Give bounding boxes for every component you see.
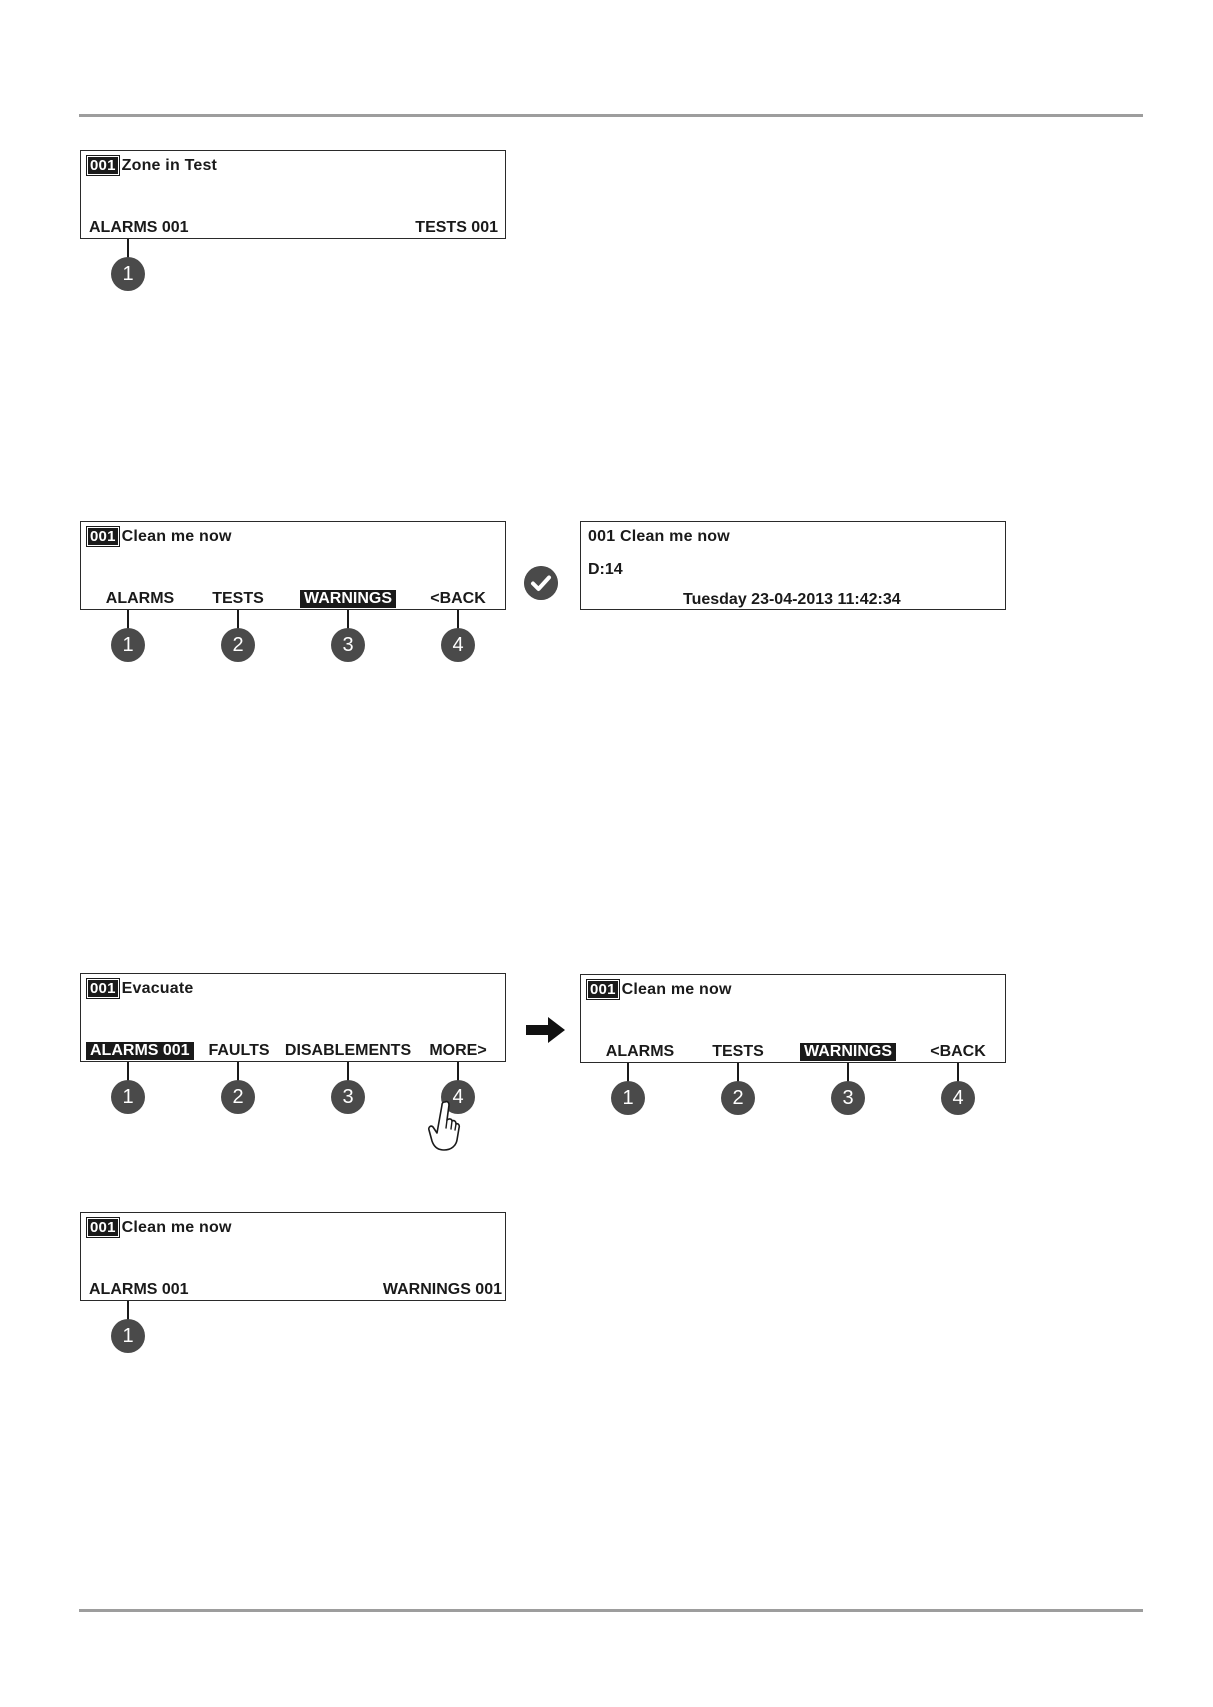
softkey-alarms[interactable]: ALARMS: [105, 590, 175, 607]
zone-id-badge: 001: [90, 1219, 116, 1236]
callout-1: 1: [111, 257, 145, 291]
callout-connector: [127, 1301, 129, 1321]
zone-id-badge: 001: [90, 528, 116, 545]
callout-connector: [347, 610, 349, 630]
callout-connector: [347, 1062, 349, 1082]
callout-2: 2: [221, 1080, 255, 1114]
softkey-tests[interactable]: TESTS 001: [415, 219, 498, 236]
callout-connector: [737, 1063, 739, 1083]
callout-1: 1: [111, 628, 145, 662]
softkey-tests[interactable]: TESTS: [212, 590, 264, 607]
hand-pointer-icon: [426, 1100, 462, 1152]
softkey-back[interactable]: <BACK: [930, 1043, 986, 1060]
callout-connector: [237, 1062, 239, 1082]
callout-connector: [127, 1062, 129, 1082]
lcd-title-text: Zone in Test: [121, 157, 218, 174]
callout-connector: [457, 610, 459, 630]
softkey-tests[interactable]: TESTS: [712, 1043, 764, 1060]
right-arrow-icon: [526, 1017, 566, 1043]
lcd-title-text: Clean me now: [121, 528, 232, 545]
softkey-warnings[interactable]: WARNINGS 001: [382, 1281, 502, 1298]
callout-3: 3: [331, 628, 365, 662]
lcd-title-text: Evacuate: [121, 980, 194, 997]
softkey-warnings[interactable]: WARNINGS: [300, 590, 396, 608]
lcd-screen-clean-me-now-summary: [80, 1212, 506, 1301]
callout-1: 1: [111, 1319, 145, 1353]
softkey-alarms[interactable]: ALARMS 001: [89, 1281, 189, 1298]
softkey-alarms[interactable]: ALARMS 001: [89, 219, 189, 236]
bottom-rule: [79, 1609, 1143, 1612]
callout-connector: [457, 1062, 459, 1082]
lcd-screen-clean-me-now-result: [580, 974, 1006, 1063]
callout-4: 4: [441, 1080, 475, 1114]
zone-id-badge: 001: [90, 157, 116, 174]
callout-connector: [127, 239, 129, 259]
zone-id-badge: 001: [590, 981, 616, 998]
callout-connector: [847, 1063, 849, 1083]
callout-connector: [627, 1063, 629, 1083]
lcd-days-value: D:14: [588, 561, 623, 578]
callout-3: 3: [331, 1080, 365, 1114]
softkey-faults[interactable]: FAULTS: [208, 1042, 270, 1059]
lcd-title: [88, 157, 217, 175]
check-circle-icon: [524, 566, 558, 600]
lcd-datetime: Tuesday 23-04-2013 11:42:34: [683, 591, 901, 608]
callout-2: 2: [721, 1081, 755, 1115]
lcd-screen-zone-in-test: [80, 150, 506, 239]
lcd-screen-clean-me-now: [80, 521, 506, 610]
callout-connector: [127, 610, 129, 630]
lcd-title: [88, 980, 194, 998]
lcd-title-text: Clean me now: [121, 1219, 232, 1236]
callout-4: 4: [441, 628, 475, 662]
lcd-title: [88, 528, 232, 546]
zone-id-badge: 001: [90, 980, 116, 997]
callout-connector: [957, 1063, 959, 1083]
callout-3: 3: [831, 1081, 865, 1115]
callout-1: 1: [611, 1081, 645, 1115]
callout-1: 1: [111, 1080, 145, 1114]
callout-4: 4: [941, 1081, 975, 1115]
lcd-title-text: Clean me now: [621, 981, 732, 998]
softkey-more[interactable]: MORE>: [429, 1042, 487, 1059]
lcd-title: [88, 1219, 232, 1237]
softkey-disablements[interactable]: DISABLEMENTS: [284, 1042, 412, 1059]
softkey-back[interactable]: <BACK: [430, 590, 486, 607]
softkey-alarms[interactable]: ALARMS 001: [86, 1042, 194, 1060]
callout-connector: [237, 610, 239, 630]
callout-2: 2: [221, 628, 255, 662]
softkey-alarms[interactable]: ALARMS: [605, 1043, 675, 1060]
top-rule: [79, 114, 1143, 117]
softkey-warnings[interactable]: WARNINGS: [800, 1043, 896, 1061]
lcd-screen-evacuate: [80, 973, 506, 1062]
lcd-screen-warning-detail: [580, 521, 1006, 610]
lcd-title: [588, 981, 732, 999]
lcd-title-line: 001 Clean me now: [588, 528, 730, 545]
